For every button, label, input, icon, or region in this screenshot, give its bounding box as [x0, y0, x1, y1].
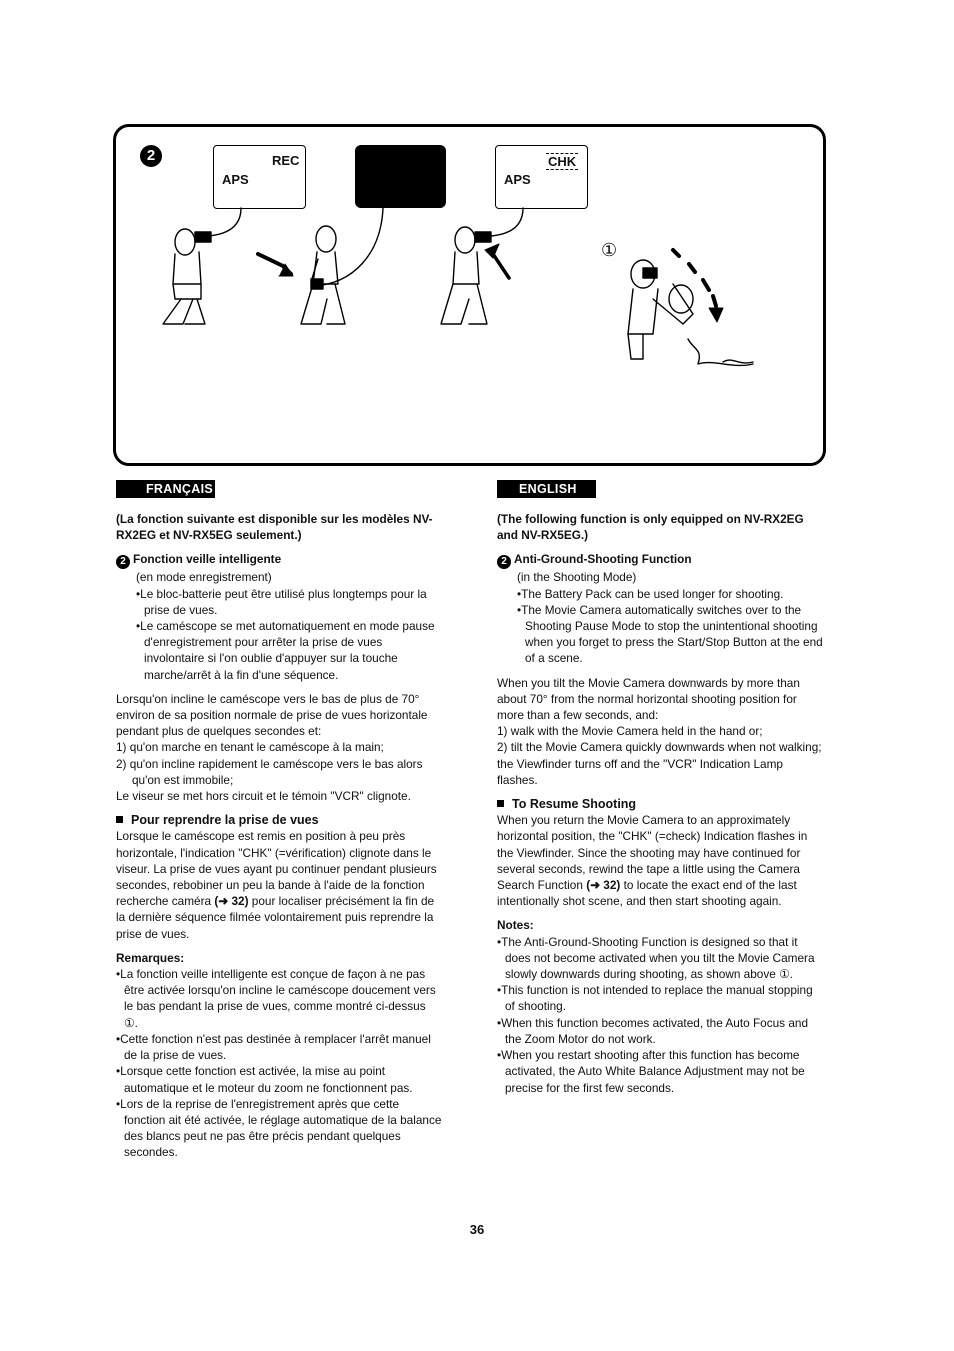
french-note: •La fonction veille intelligente est conçue de façon à ne pas être activée lorsqu'on incline le caméscope doucement vers le bas pendant la prise de vues, comme montré ci-dessus ①.: [116, 967, 436, 1030]
square-bullet-icon: [116, 816, 123, 823]
square-bullet-icon: [497, 800, 504, 807]
french-note: •Cette fonction n'est pas destinée à remplacer l'arrêt manuel de la prise de vues.: [116, 1031, 431, 1063]
person-resume-figure: [441, 227, 491, 324]
english-list-item: 2) tilt the Movie Camera quickly downwards when not walking;: [497, 740, 822, 755]
english-list-item: 1) walk with the Movie Camera held in the hand or;: [497, 724, 763, 739]
french-column: [116, 511, 442, 1161]
french-list-item: 1) qu'on marche en tenant le caméscope à la main;: [116, 740, 384, 755]
section-header-french: FRANÇAIS: [116, 480, 215, 498]
page-reference: (➜ 32): [586, 878, 621, 893]
chk-indicator: CHK: [548, 154, 577, 169]
french-note: •Lorsque cette fonction est activée, la mise au point automatique et le moteur du zoom ne fonctionnent pas.: [116, 1064, 413, 1095]
french-mode: (en mode enregistrement): [136, 570, 272, 585]
anti-ground-shooting-illustration: [113, 124, 826, 464]
english-paragraph-1: When you tilt the Movie Camera downwards by more than about 70° from the normal horizontal shooting position for more than a few seconds, and:: [497, 675, 800, 723]
english-resume-title: To Resume Shooting: [512, 797, 637, 812]
section-header-english: ENGLISH: [497, 480, 596, 498]
aps-indicator-2: APS: [504, 172, 531, 187]
step-number-badge: 2: [140, 145, 162, 167]
person-slow-tilt-figure: [628, 260, 753, 365]
leader-line-2: [313, 208, 383, 286]
person-shooting-figure: [163, 229, 211, 324]
french-resume-text: Lorsque le caméscope est remis en position à peu près horizontale, l'indication "CHK" (=vérification) clignote dans le viseur. La prise de vues ayant pu continuer pendant plusieurs secondes, rebobiner un peu la bande à l'aide de la fonction recherche caméra (➜ 32) pour localiser précisément la fin de la dernière séquence filmée volontairement puis reprendre la prise de vues.: [116, 829, 437, 941]
feature-badge-en: 2: [497, 555, 511, 569]
callout-marker: ①: [601, 240, 618, 260]
french-feature-title: Fonction veille intelligente: [133, 552, 282, 567]
english-note: •When this function becomes activated, the Auto Focus and the Zoom Motor do not work.: [497, 1015, 809, 1046]
english-paragraph-2: the Viewfinder turns off and the "VCR" Indication Lamp flashes.: [497, 756, 783, 787]
french-bullet: •Le bloc-batterie peut être utilisé plus longtemps pour la prise de vues.: [136, 586, 427, 617]
page-number: 36: [469, 1222, 485, 1237]
english-note: •This function is not intended to replace the manual stopping of shooting.: [497, 983, 813, 1014]
french-notes-title: Remarques:: [116, 950, 185, 965]
french-paragraph-2: Le viseur se met hors circuit et le témoin "VCR" clignote.: [116, 789, 411, 804]
french-list-item: 2) qu'on incline rapidement le caméscope vers le bas alors qu'on est immobile;: [116, 756, 423, 787]
feature-badge-fr: 2: [116, 555, 130, 569]
english-bullet: •The Movie Camera automatically switches over to the Shooting Pause Mode to stop the unintentional shooting when you forget to press the Start/Stop Button at the end of a scene.: [517, 602, 823, 666]
leader-line-1: [208, 208, 241, 236]
french-resume-title: Pour reprendre la prise de vues: [131, 813, 319, 828]
aps-indicator: APS: [222, 172, 249, 187]
english-note: •When you restart shooting after this function has become activated, the Auto White Balance Adjustment may not be precise for the first few seconds.: [497, 1048, 805, 1095]
french-paragraph-1: Lorsqu'on incline le caméscope vers le bas de plus de 70° environ de sa position normale de prise de vues horizontale pendant plus de quelques secondes et:: [116, 691, 428, 739]
english-mode: (in the Shooting Mode): [517, 570, 637, 585]
english-feature-title: Anti-Ground-Shooting Function: [514, 552, 692, 567]
english-notes-title: Notes:: [497, 918, 534, 933]
english-resume-text: When you return the Movie Camera to an approximately horizontal position, the "CHK" (=check) Indication flashes in the Viewfinder. Since the shooting may have continued for several seconds, rewind the tape a little using the Camera Search Function (➜ 32) to locate the exact end of the last intentionally shot scene, and then start shooting again.: [497, 813, 808, 909]
french-intro: (La fonction suivante est disponible sur les modèles NV-RX2EG et NV-RX5EG seulement.): [116, 512, 433, 543]
french-note: •Lors de la reprise de l'enregistrement après que cette fonction ait été activée, le réglage automatique de la balance des blancs peut ne pas être précis pendant quelques secondes.: [116, 1096, 442, 1160]
page-reference: (➜ 32): [214, 894, 249, 909]
english-intro: (The following function is only equipped on NV-RX2EG and NV-RX5EG.): [497, 512, 804, 543]
english-note: •The Anti-Ground-Shooting Function is designed so that it does not become activated when you tilt the Movie Camera slowly downwards during shooting, as shown above ①.: [497, 934, 815, 982]
person-camera-lowered-figure: [301, 226, 345, 324]
english-column: [497, 511, 823, 1096]
rec-indicator: REC: [272, 153, 300, 168]
leader-line-3: [491, 208, 523, 236]
english-bullet: •The Battery Pack can be used longer for shooting.: [517, 586, 784, 601]
french-bullet: •Le caméscope se met automatiquement en mode pause d'enregistrement pour arrêter la prise de vues involontaire si l'on oublie d'appuyer sur la touche marche/arrêt à la fin d'une séquence.: [136, 619, 435, 682]
